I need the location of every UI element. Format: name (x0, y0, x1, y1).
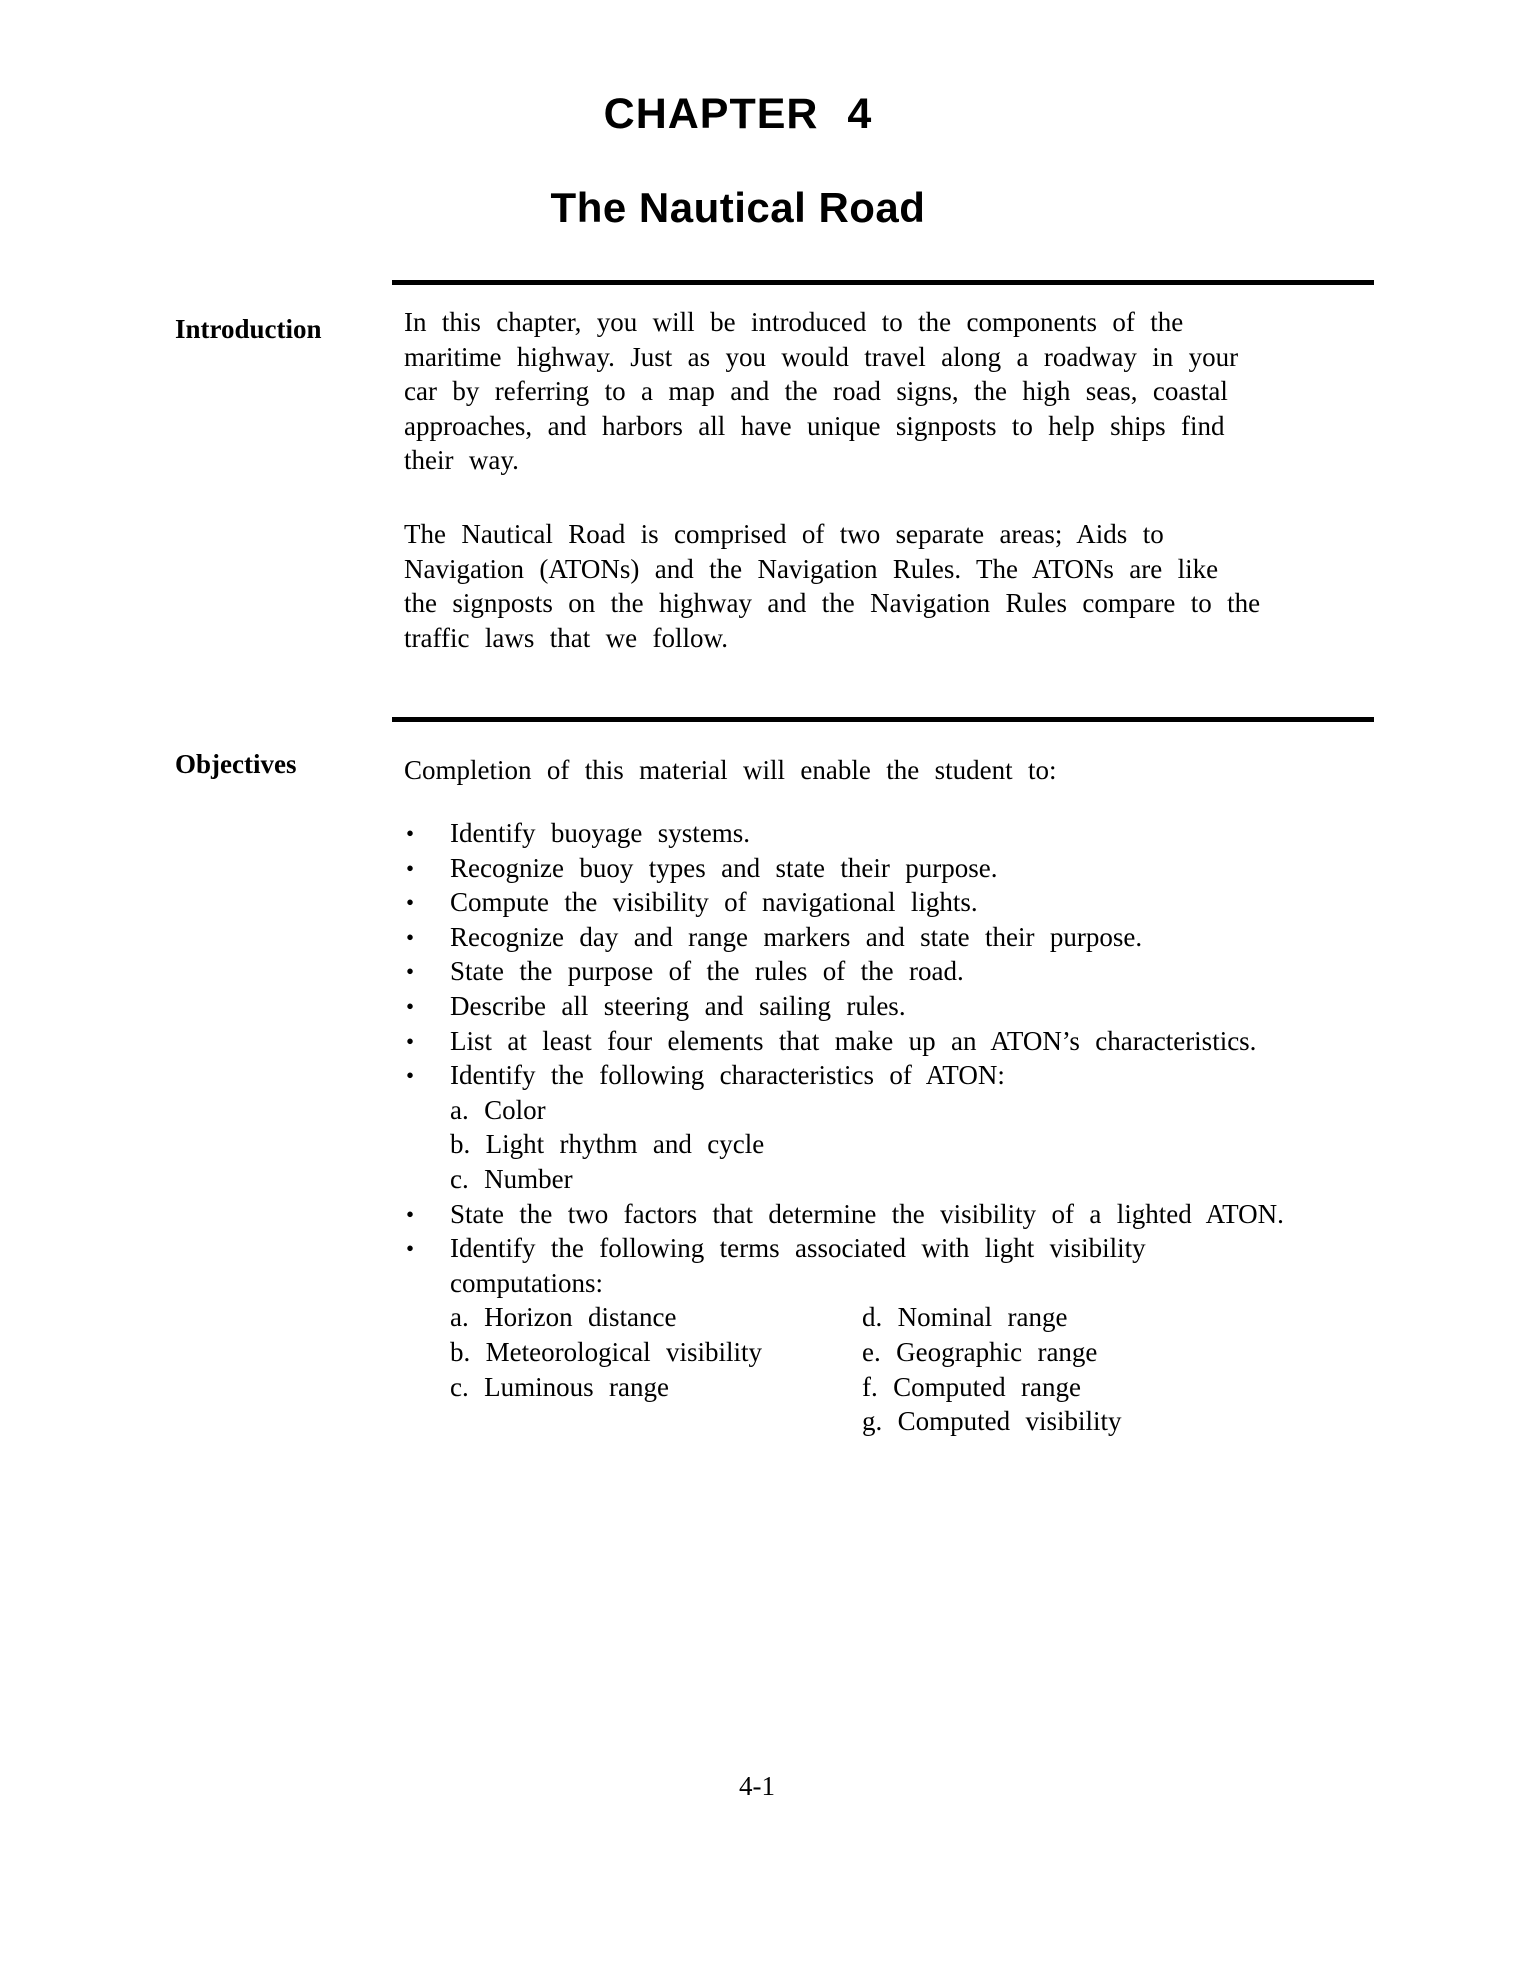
bullet-icon: • (406, 1028, 415, 1054)
objective-item-text: computations: (450, 1267, 603, 1298)
sub-item: a. Color (450, 1094, 546, 1125)
term-item: d. Nominal range (862, 1302, 1068, 1333)
objective-item (404, 1058, 1384, 1093)
introduction-paragraph-2 (404, 517, 1344, 655)
paragraph-line: their way. (404, 445, 519, 476)
objective-item-text: State the purpose of the rules of the road. (450, 956, 964, 987)
paragraph-line: approaches, and harbors all have unique signposts to help ships find (404, 410, 1225, 441)
paragraph-line: The Nautical Road is comprised of two separate areas; Aids to (404, 518, 1164, 549)
terms-left-column (450, 1300, 762, 1404)
paragraph-line: maritime highway. Just as you would travel along a roadway in your (404, 341, 1239, 372)
bullet-icon: • (406, 993, 415, 1019)
objectives-list (404, 816, 1384, 1440)
terms-two-column-list (404, 1300, 1384, 1440)
objective-item-text: Identify the following terms associated with light visibility (450, 1233, 1146, 1264)
paragraph-line: car by referring to a map and the road signs, the high seas, coastal (404, 376, 1228, 407)
objective-item (404, 989, 1384, 1024)
objective-item-text: Identify the following characteristics of ATON: (450, 1060, 1005, 1091)
term-item: b. Meteorological visibility (450, 1336, 762, 1367)
bullet-icon: • (406, 855, 415, 881)
terms-right-column (862, 1300, 1122, 1438)
objective-item-text: List at least four elements that make up an ATON’s characteristics. (450, 1025, 1257, 1056)
objective-item (404, 816, 1384, 851)
introduction-paragraph-1 (404, 305, 1344, 478)
objectives-label: Objectives (175, 749, 297, 779)
bullet-icon: • (406, 924, 415, 950)
term-item: g. Computed visibility (862, 1406, 1122, 1437)
objective-item (404, 1197, 1384, 1232)
objective-item-text: Recognize buoy types and state their purpose. (450, 852, 998, 883)
term-item: e. Geographic range (862, 1336, 1098, 1367)
chapter-title: CHAPTER 4 (603, 90, 873, 138)
objective-item-text: Identify buoyage systems. (450, 818, 750, 848)
bullet-icon: • (406, 890, 415, 916)
objective-item-text: Compute the visibility of navigational lights. (450, 887, 978, 918)
term-item: c. Luminous range (450, 1371, 669, 1402)
bullet-icon: • (406, 1201, 415, 1227)
objective-item-text: Recognize day and range markers and state their purpose. (450, 921, 1143, 952)
objective-item-text: State the two factors that determine the visibility of a lighted ATON. (450, 1198, 1284, 1229)
objective-item (404, 1024, 1384, 1059)
bullet-icon: • (406, 1063, 415, 1089)
objective-item (404, 851, 1384, 886)
page-number: 4-1 (739, 1771, 775, 1801)
sub-item: c. Number (450, 1163, 573, 1194)
term-item: a. Horizon distance (450, 1302, 677, 1333)
introduction-text (404, 305, 1344, 655)
objective-item-continuation (404, 1266, 1384, 1301)
section-divider-top (392, 280, 1374, 285)
objectives-lead: Completion of this material will enable the student to: (404, 755, 1057, 785)
objective-item-text: Describe all steering and sailing rules. (450, 990, 906, 1021)
paragraph-line: the signposts on the highway and the Navigation Rules compare to the (404, 588, 1261, 619)
objective-item (404, 954, 1384, 989)
bullet-icon: • (406, 1236, 415, 1262)
bullet-icon: • (406, 821, 415, 846)
sub-item: b. Light rhythm and cycle (450, 1129, 765, 1160)
objective-item (404, 920, 1384, 955)
paragraph-line: Navigation (ATONs) and the Navigation Rules. The ATONs are like (404, 553, 1219, 584)
introduction-label: Introduction (175, 314, 322, 344)
section-divider-objectives (392, 717, 1374, 722)
objective-item (404, 1231, 1384, 1266)
objective-item (404, 885, 1384, 920)
document-title: The Nautical Road (550, 184, 926, 231)
paragraph-line: traffic laws that we follow. (404, 622, 728, 653)
bullet-icon: • (406, 959, 415, 985)
term-item: f. Computed range (862, 1371, 1081, 1402)
paragraph-line: In this chapter, you will be introduced to the components of the (404, 307, 1184, 337)
